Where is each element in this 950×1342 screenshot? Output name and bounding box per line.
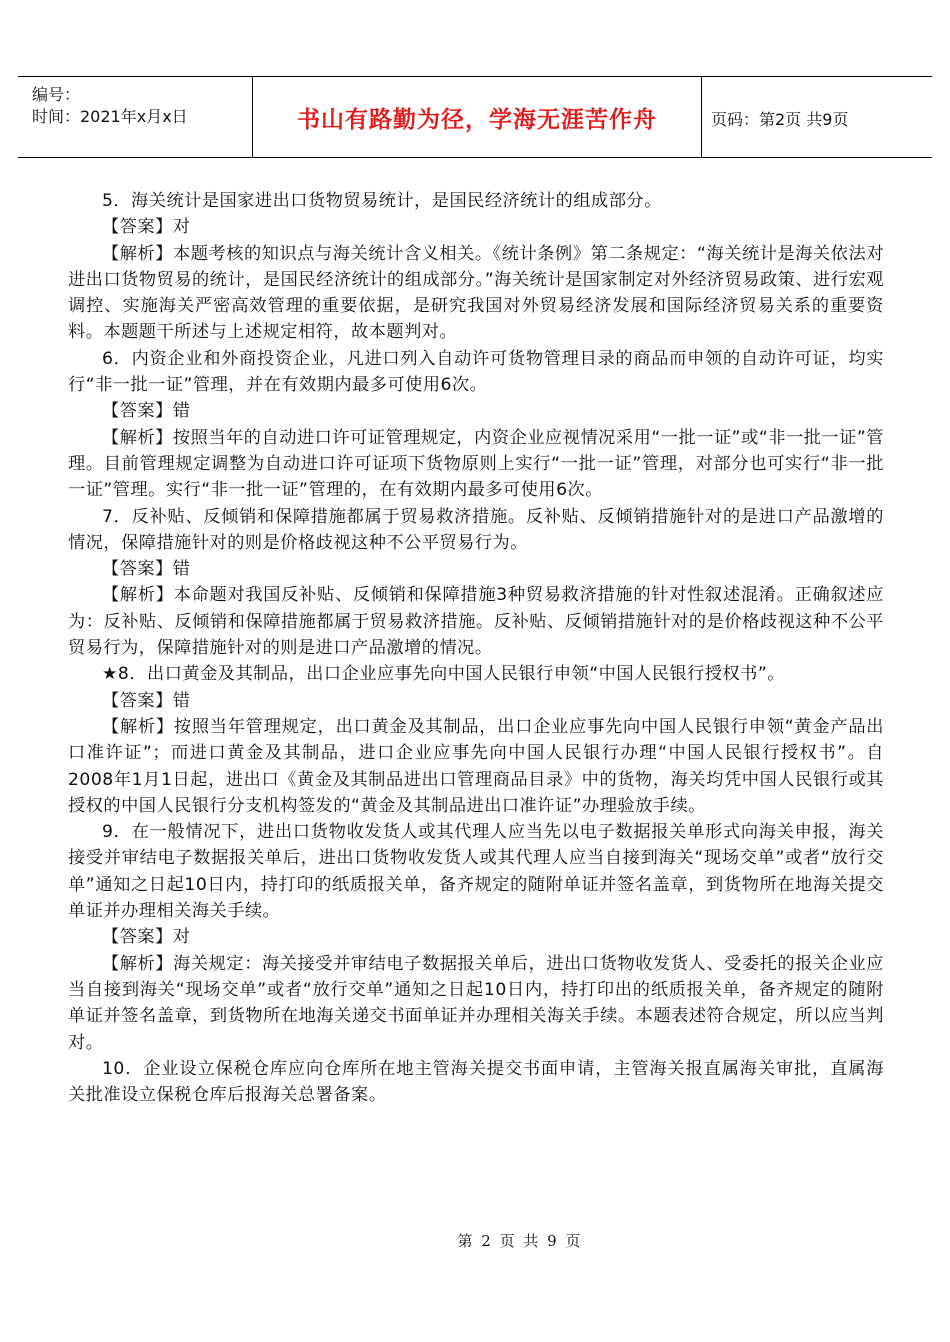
analysis-8: 【解析】按照当年管理规定，出口黄金及其制品，出口企业应事先向中国人民银行申领“黄金产品出口准许证”；而进口黄金及其制品，进口企业应事先向中国人民银行办理“中国人民银行授权书”。自2008年1月1日起，进出口《黄金及其制品进出口管理商品目录》中的货物，海关均凭中国人民银行或其授权的中国人民银行分支机构签发的“黄金及其制品进出口准许证”办理验放手续。 <box>68 716 884 816</box>
analysis-7: 【解析】本命题对我国反补贴、反倾销和保障措施3种贸易救济措施的针对性叙述混淆。正确叙述应为：反补贴、反倾销和保障措施都属于贸易救济措施。反补贴、反倾销措施针对的是价格歧视这种不公平贸易行为，保障措施针对的则是进口产品激增的情况。 <box>68 585 884 659</box>
document-body <box>68 188 884 1108</box>
analysis-9: 【解析】海关规定：海关接受并审结电子数据报关单后，进出口货物收发货人、受委托的报关企业应当自接到海关“现场交单”或者“放行交单”通知之日起10日内，持打印出的纸质报关单，备齐规定的随附单证并签名盖章，到货物所在地海关递交书面单证并办理相关海关手续。本题表述符合规定，所以应当判对。 <box>68 953 884 1053</box>
question-6: 6．内资企业和外商投资企业，凡进口列入自动许可货物管理目录的商品而申领的自动许可证，均实行“非一批一证”管理，并在有效期内最多可使用6次。 <box>68 348 884 396</box>
page-footer: 第 2 页 共 9 页 <box>457 1232 583 1250</box>
question-7: 7．反补贴、反倾销和保障措施都属于贸易救济措施。反补贴、反倾销措施针对的是进口产品激增的情况，保障措施针对的则是价格歧视这种不公平贸易行为。 <box>68 506 884 553</box>
answer-6: 【答案】错 <box>102 401 191 422</box>
question-8: ★8．出口黄金及其制品，出口企业应事先向中国人民银行申领“中国人民银行授权书”。 <box>102 664 785 685</box>
serial-label: 编号： <box>32 85 81 104</box>
header-meta-cell <box>18 77 252 157</box>
answer-9: 【答案】对 <box>102 927 191 948</box>
answer-7: 【答案】错 <box>102 559 191 580</box>
analysis-5: 【解析】本题考核的知识点与海关统计含义相关。《统计条例》第二条规定：“海关统计是海关依法对进出口货物贸易的统计，是国民经济统计的组成部分。”海关统计是国家制定对外经济贸易政策、进行宏观调控、实施海关严密高效管理的重要依据，是研究我国对外贸易经济发展和国际经济贸易关系的重要资料。本题题干所述与上述规定相符，故本题判对。 <box>68 243 884 343</box>
time-label: 时间：2021年x月x日 <box>32 107 188 126</box>
page-code: 页码：第2页 共9页 <box>711 110 849 129</box>
header-motto-cell <box>252 77 702 157</box>
page-header <box>18 76 932 158</box>
answer-8: 【答案】错 <box>102 690 191 711</box>
question-5: 5．海关统计是国家进出口货物贸易统计，是国民经济统计的组成部分。 <box>102 191 662 211</box>
motto-text: 书山有路勤为径，学海无涯苦作舟 <box>297 107 657 133</box>
question-10: 10．企业设立保税仓库应向仓库所在地主管海关提交书面申请，主管海关报直属海关审批，直属海关批准设立保税仓库后报海关总署备案。 <box>68 1058 884 1106</box>
question-9: 9．在一般情况下，进出口货物收发货人或其代理人应当先以电子数据报关单形式向海关申报，海关接受并审结电子数据报关单后，进出口货物收发货人或其代理人应当自接到海关“现场交单”或者“放行交单”通知之日起10日内，持打印的纸质报关单，备齐规定的随附单证并签名盖章，到货物所在地海关提交单证并办理相关海关手续。 <box>68 822 884 922</box>
analysis-6: 【解析】按照当年的自动进口许可证管理规定，内资企业应视情况采用“一批一证”或“非一批一证”管理。目前管理规定调整为自动进口许可证项下货物原则上实行“一批一证”管理，对部分也可实行“非一批一证”管理。实行“非一批一证”管理的，在有效期内最多可使用6次。 <box>68 427 884 501</box>
answer-5: 【答案】对 <box>102 217 191 238</box>
header-page-cell <box>701 77 932 157</box>
